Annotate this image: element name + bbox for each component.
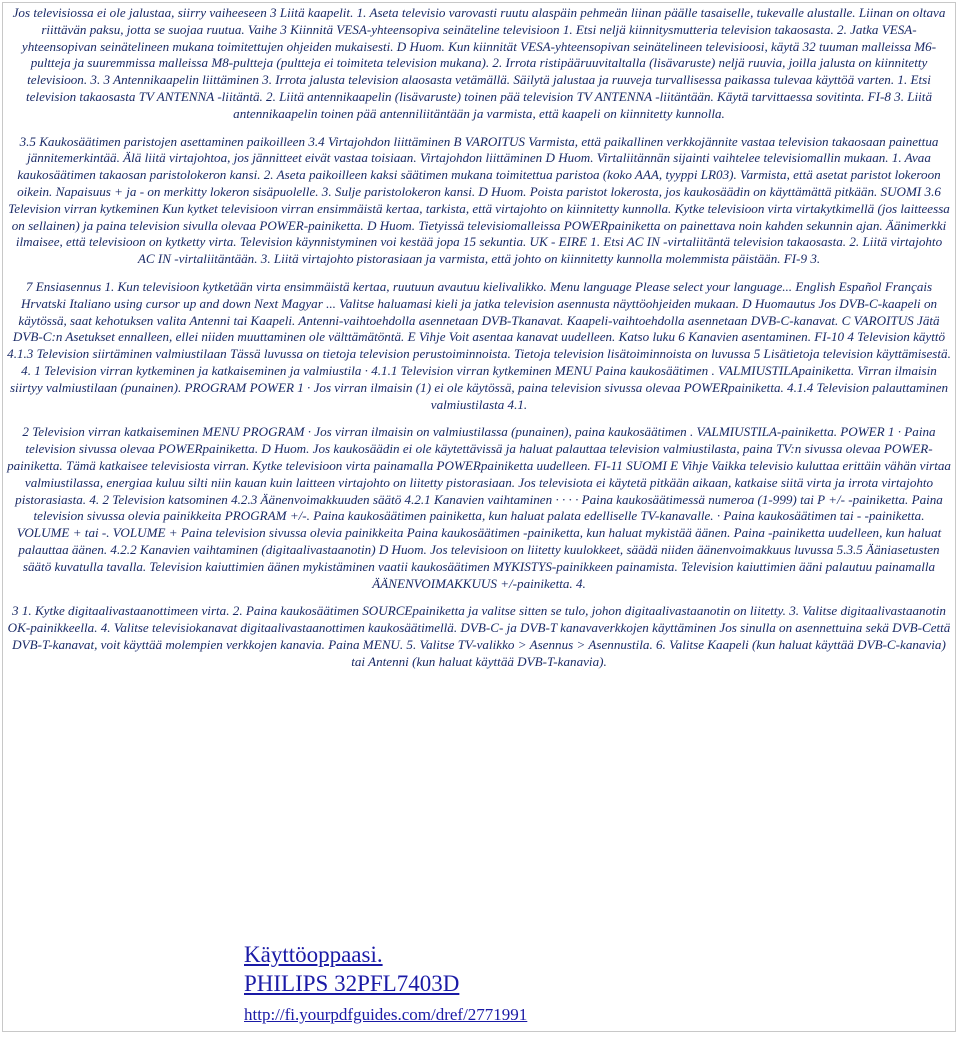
paragraph-gap [3, 592, 955, 603]
paragraph-first-installation: 7 Ensiasennus 1. Kun televisioon kytketään virta ensimmäistä kertaa, ruutuun avautuu kielivalikko. Menu language Please select your language... English Español Français Hrvatski Italiano using cursor up and down Next Magyar ... Valitse haluamasi kieli ja jatka television asennusta näyttöohjeiden mukaan. D Huomautus Jos DVB-C-kaapeli on käytössä, saat kehotuksen valita Antenni tai Kaapeli. Antenni-vaihtoehdolla asennetaan DVB-Tkanavat. Kaapeli-vaihtoehdolla asennetaan DVB-C-kanavat. C VAROITUS Jätä DVB-C:n Asetukset ennalleen, ellei niiden muuttaminen ole välttämätöntä. E Vihje Voit asentaa kanavat uudelleen. Katso luku 6 Kanavien asentaminen. FI-10 4 Television käyttö 4.1.3 Television siirtäminen valmiustilaan Tässä luvussa on tietoja television perustoiminnoista. Tietoja television lisätoiminnoista on luvussa 5 Lisätietoja television käyttämisestä. 4. 1 Television virran kytkeminen ja katkaiseminen ja valmiustila · 4.1.1 Television virran kytkeminen MENU Paina kaukosäätimen . VALMIUSTILApainiketta. Virran ilmaisin siirtyy valmiustilaan (punainen). PROGRAM POWER 1 · Jos virran ilmaisin (1) ei ole käytössä, paina television sivussa olevaa POWERpainiketta. 4.1.4 Television palauttaminen valmiustilasta 4.1. [7, 278, 951, 412]
footer-link-model[interactable]: PHILIPS 32PFL7403D [244, 971, 460, 996]
paragraph-gap [3, 413, 955, 424]
document-page [2, 2, 956, 1032]
paragraph-switching-off-and-watching: 2 Television virran katkaiseminen MENU PROGRAM · Jos virran ilmaisin on valmiustilassa (punainen), paina kaukosäätimen . VALMIUSTILA-painiketta. POWER 1 · Paina television sivussa olevaa POWERpainiketta. D Huom. Jos kaukosäädin ei ole käytettävissä ja haluat palauttaa television valmiustilasta, paina TV:n sivussa olevaa POWER-painiketta. Tämä katkaisee televisiosta virran. Kytke televisioon virta painamalla POWERpainiketta uudelleen. FI-11 SUOMI E Vihje Vaikka televisio kuluttaa erittäin vähän virtaa valmiustilassa, energiaa kuluu silti niin kauan kuin laitteen virtajohto on liitetty pistorasiaan. Jos televisiota ei käytetä pitkään aikaan, katkaise siitä virta ja irrota virtajohto pistorasiasta. 4. 2 Television katsominen 4.2.3 Äänenvoimakkuuden säätö 4.2.1 Kanavien vaihtaminen · · · · Paina kaukosäätimessä numeroa (1-999) tai P +/- -painiketta. Paina television sivussa olevia painikkeita PROGRAM +/-. Paina kaukosäätimen painiketta, kun haluat palata edelliselle TV-kanavalle. · Paina kaukosäätimen tai - -painiketta. VOLUME + tai -. VOLUME + Paina television sivussa olevia painikkeita Paina kaukosäätimen -painiketta, kun haluat mykistää äänen. Paina -painiketta uudelleen, kun haluat palauttaa äänen. 4.2.2 Kanavien vaihtaminen (digitaalivastaanotin) D Huom. Jos televisioon on liitetty kuulokkeet, säädä niiden äänenvoimakkuus luvussa 5.3.5 Ääniasetusten säätö kuvatulla tavalla. Television kaiuttimien äänen mykistäminen vaatii kaukosäätimen MYKISTYS-painikkeen painamista. Television kaiuttimien ääni palautuu painamalla ÄÄNENVOIMAKKUUS +/-painiketta. 4. [7, 424, 951, 591]
footer-link-url[interactable]: http://fi.yourpdfguides.com/dref/2771991 [244, 1005, 528, 1024]
footer-links [244, 940, 527, 1027]
paragraph-gap [3, 268, 955, 279]
footer-link-user-guide[interactable]: Käyttöoppaasi. [244, 942, 383, 967]
paragraph-stand-and-antenna: Jos televisiossa ei ole jalustaa, siirry vaiheeseen 3 Liitä kaapelit. 1. Aseta televisio varovasti ruutu alaspäin pehmeän liinan päälle tasaiselle, tukevalle alustalle. Liinan on oltava riittävän paksu, jotta se suojaa ruutua. Vaihe 3 Kiinnitä VESA-yhteensopiva seinäteline televisioon 1. Etsi neljä kiinnitysmutteria television takaosasta. 2. Jatka VESA-yhteensopivan seinätelineen mukana toimitettujen ohjeiden mukaisesti. D Huom. Kun kiinnität VESA-yhteensopivan seinätelineen televisioosi, käytä 32 tuuman malleissa M6-pultteja ja suuremmissa malleissa M8-pultteja (pultteja ei toimiteta television mukana). 2. Irrota ristipääruuvitaltalla (lisävaruste) neljä ruuvia, joilla jalusta on kiinnitetty televisioon. 3. 3 Antennikaapelin liittäminen 3. Irrota jalusta television alaosasta vetämällä. Säilytä jalustaa ja ruuveja turvallisessa paikassa tulevaa käyttöä varten. 1. Etsi television takaosasta TV ANTENNA -liitäntä. 2. Liitä antennikaapelin (lisävaruste) toinen pää television TV ANTENNA -liitäntään. Käytä tarvittaessa sovitinta. FI-8 3. Liitä antennikaapelin toinen pää antenniliitäntään ja varmista, että kaapeli on kiinnitetty kunnolla. [12, 5, 946, 121]
paragraph-gap [3, 123, 955, 134]
paragraph-batteries-and-power: 3.5 Kaukosäätimen paristojen asettaminen paikoilleen 3.4 Virtajohdon liittäminen B VAROITUS Varmista, että paikallinen verkkojännite vastaa television takaosaan painettua jännitemerkintää. Älä liitä virtajohtoa, jos jännitteet eivät vastaa toisiaan. Virtajohdon liittäminen D Huom. Virtaliitännän sijainti vaihtelee televisiomallin mukaan. 1. Avaa kaukosäätimen takaosan paristolokeron kansi. 2. Aseta paikoilleen kaksi säätimen mukana toimitettua paristoa (koko AAA, tyyppi LR03). Varmista, että asetat paristot lokeroon oikein. Napaisuus + ja - on merkitty lokeron sisäpuolelle. 3. Sulje paristolokeron kansi. D Huom. Poista paristot lokerosta, jos kaukosäädin on käyttämättä pitkään. SUOMI 3.6 Television virran kytkeminen Kun kytket televisioon virran ensimmäistä kertaa, tarkista, että virtajohto on kiinnitetty kunnolla. Kytke televisioon virta virtakytkimellä (jos laitteessa on sellainen) ja paina television sivulla olevaa POWER-painiketta. D Huom. Tietyissä televisiomalleissa POWERpainiketta on painettava noin kahden sekunnin ajan. Äänimerkki ilmaisee, että televisioon on kytketty virta. Television käynnistyminen voi kestää jopa 15 sekuntia. UK - EIRE 1. Etsi AC IN -virtaliitäntä television takaosasta. 2. Liitä virtajohto AC IN -virtaliitäntään. 3. Liitä virtajohto pistorasiaan ja varmista, että johto on kiinnitetty kunnolla molemmista päistään. FI-9 3. [8, 133, 950, 267]
paragraph-digital-receiver: 3 1. Kytke digitaalivastaanottimeen virta. 2. Paina kaukosäätimen SOURCEpainiketta ja valitse sitten se tulo, johon digitaalivastaanotin on liitetty. 3. Valitse digitaalivastaanotin OK-painikkeella. 4. Valitse televisiokanavat digitaalivastaanottimen kaukosäätimellä. DVB-C- ja DVB-T kanavaverkkojen käyttäminen Jos sinulla on asennettuina sekä DVB-Cettä DVB-T-kanavat, voit käyttää molempien verkkojen kanavia. Paina MENU. 5. Valitse TV-valikko > Asennus > Asennustila. 6. Valitse Kaapeli (kun haluat käyttää DVB-C-kanavia) tai Antenni (kun haluat käyttää DVB-T-kanavia). [7, 603, 951, 669]
